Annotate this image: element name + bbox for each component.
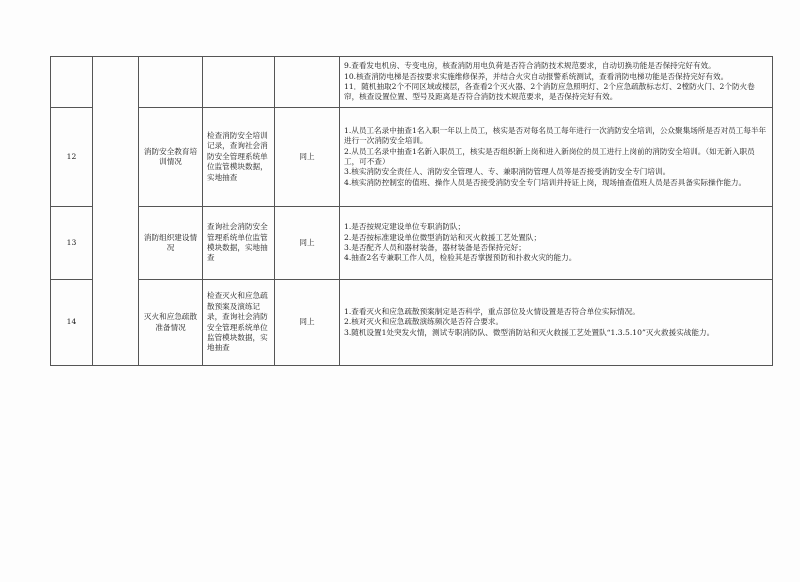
table-row: [51, 57, 773, 108]
check-item: 消防安全教育培训情况: [139, 108, 203, 207]
detail-line: 11．随机抽取2个不同区域或楼层，各查看2个灭火器、2个消防应急照明灯、2个应急疏散标志灯、2樘防火门、2个防火卷帘，核查设置位置、型号及距离是否符合消防技术规范要求，是否保持完好有效。: [344, 82, 755, 102]
detail-line: 2.是否按标准建设单位微型消防站和灭火救援工艺处置队；: [344, 232, 542, 242]
check-standard: 同上: [275, 207, 340, 280]
check-details: [340, 108, 773, 207]
merged-category-cell: [93, 57, 139, 366]
row-number: [51, 57, 93, 108]
table-row: [51, 108, 773, 207]
check-method: 检查消防安全培训记录，查询社会消防安全管理系统单位监管模块数据，实地抽查: [203, 108, 275, 207]
check-details: [340, 280, 773, 366]
check-method: 检查灭火和应急疏散预案及演练记录，查询社会消防安全管理系统单位监管模块数据，实地抽查: [203, 280, 275, 366]
detail-line: 1.是否按规定建设单位专职消防队；: [344, 222, 466, 232]
row-number: 12: [51, 108, 93, 207]
row-number: 14: [51, 280, 93, 366]
detail-line: 4.抽查2名专兼职工作人员，检验其是否掌握预防和扑救火灾的能力。: [344, 253, 577, 263]
detail-line: 4.核实消防控制室的值班、操作人员是否接受消防安全专门培训并持证上岗，现场抽查值班人员是否具备实际操作能力。: [344, 177, 747, 187]
check-item: 消防组织建设情况: [139, 207, 203, 280]
check-item: [139, 57, 203, 108]
check-standard: 同上: [275, 280, 340, 366]
table-row: [51, 280, 773, 366]
check-method: 查询社会消防安全管理系统单位监管模块数据，实地抽查: [203, 207, 275, 280]
detail-line: 3.是否配齐人员和器材装备，器材装备是否保持完好；: [344, 243, 526, 252]
inspection-table: [50, 56, 773, 366]
detail-line: 3.核实消防安全责任人、消防安全管理人、专、兼职消防管理人员等是否接受消防安全专门培训。: [344, 167, 671, 177]
detail-line: 3.随机设置1处突发火情，测试专职消防队、微型消防站和灭火救援工艺处置队“1.3.5.10”灭火救援实战能力。: [344, 327, 715, 337]
check-item: 灭火和应急疏散准备情况: [139, 280, 203, 366]
row-number: 13: [51, 207, 93, 280]
check-standard: 同上: [275, 108, 340, 207]
detail-line: 1.查看灭火和应急疏散预案制定是否科学，重点部位及火情设置是否符合单位实际情况。: [344, 306, 640, 316]
detail-line: 2.从员工名录中抽查1名新入职员工，核实是否组织新上岗和进入新岗位的员工进行上岗前的消防安全培训。（如无新入职员工，可不查）: [344, 146, 755, 166]
table-row: [51, 207, 773, 280]
detail-line: 10.核查消防电梯是否按要求实施维修保养，并结合火灾自动报警系统测试，查看消防电梯功能是否保持完好有效。: [344, 71, 729, 81]
check-details: [340, 57, 773, 108]
check-details: [340, 207, 773, 280]
check-standard: [275, 57, 340, 108]
check-method: [203, 57, 275, 108]
detail-line: 9.查看发电机房、专变电房，核查消防用电负荷是否符合消防技术规范要求，自动切换功能是否保持完好有效。: [344, 61, 716, 71]
detail-line: 1.从员工名录中抽查1名入职一年以上员工，核实是否对每名员工每年进行一次消防安全培训，公众聚集场所是否对员工每半年进行一次消防安全培训。: [344, 125, 767, 146]
detail-line: 2.核对灭火和应急疏散演练频次是否符合要求。: [344, 317, 504, 327]
